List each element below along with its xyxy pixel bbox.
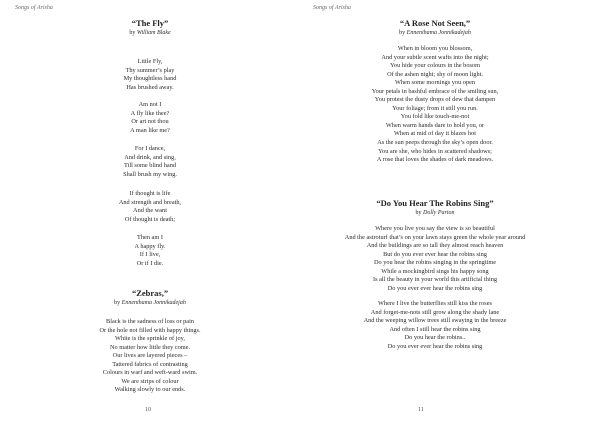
poem-line: Your foliage; from it still you run. <box>392 104 478 112</box>
poem-line: You hide your colours in the bosom <box>390 62 480 70</box>
stanza <box>40 101 260 135</box>
poem-the-fly <box>40 18 260 38</box>
poem-do-you-hear-the-robins-sing <box>310 198 560 218</box>
page-number: 10 <box>145 407 151 413</box>
poem-line: As the sun peeps through the sky’s open door. <box>377 139 493 147</box>
poem-line: Is all the beauty in your world this artificial thing <box>373 276 497 284</box>
poem-line: We are strips of colour <box>121 377 179 385</box>
poem-line: Walking slowly to our ends. <box>114 386 186 394</box>
poem-line: My thoughtless hand <box>123 75 177 83</box>
stanza <box>40 318 260 395</box>
poem-line: Where you live you say the view is so beautiful <box>375 225 495 232</box>
stanza <box>40 145 260 179</box>
poem-title: “Zebras,” <box>131 288 169 298</box>
poem-line: No matter how little they come. <box>109 343 191 351</box>
poem-byline: by William Blake <box>129 30 171 36</box>
poem-line: A fly like thee? <box>130 109 170 117</box>
poem-line: If thought is life <box>129 190 171 197</box>
poem-line: You fold like touch-me-not <box>400 113 470 121</box>
poem-line: While a mockingbird sings his happy song <box>381 267 489 275</box>
poem-line: Your petals in bashful embrace of the smiling sun, <box>371 87 499 95</box>
poem-line: Do you ever ever hear the robins sing <box>387 284 483 292</box>
poem-line: And your subtle scent wafts into the night; <box>381 53 489 61</box>
poem-line: Then am I <box>137 234 163 241</box>
poem-line: And forget-me-nots still grow along the shady lane <box>370 308 500 316</box>
poem-line: And strength and breath, <box>118 198 182 206</box>
poem-title: “Do You Hear The Robins Sing” <box>376 198 494 208</box>
poem-line: Or art not thou <box>131 118 169 126</box>
poem-author: Ennenihama Jonnikadejah <box>121 300 186 306</box>
poem-line: When in bloom you blossom, <box>397 45 473 52</box>
poem-line: Shall brush my wing. <box>123 170 177 178</box>
poem-line: And the want <box>133 207 167 215</box>
poem-line: You protest the dusty drops of dew that dampen <box>374 96 496 104</box>
poem-line: And the astroturf that’s on your lawn stays green the whole year around <box>344 233 526 241</box>
poem-line: You are she, who hides in scattered shadows; <box>378 147 492 155</box>
running-header: Songs of Arisha <box>15 5 53 11</box>
poem-a-rose-not-seen <box>310 18 560 38</box>
poem-line: And the weeping willow trees still swaying in the breeze <box>363 317 507 325</box>
poem-line: Am not I <box>138 101 162 108</box>
page-number: 11 <box>418 407 424 413</box>
running-header: Songs of Arisha <box>313 5 351 11</box>
poem-line: If I live, <box>139 251 161 259</box>
poem-author: William Blake <box>136 30 171 36</box>
poem-title: “A Rose Not Seen,” <box>399 18 471 28</box>
poem-line: Do you hear the robins singing in the springtime <box>373 259 497 267</box>
poem-line: For I dance, <box>134 145 166 152</box>
poem-line: Do you ever ever hear the robins sing <box>387 342 483 350</box>
poem-line: Thy summer’s play <box>125 66 175 74</box>
poem-line: Our lives are layered pieces – <box>112 352 188 360</box>
poem-byline: by Ennenihama Jonnikadejah <box>399 30 471 36</box>
right-page <box>300 0 600 424</box>
poem-line: Tattered fabrics of contrasting <box>112 360 188 368</box>
poem-line: Where I live the butterflies still kiss the roses <box>377 300 492 307</box>
poem-line: And often I still hear the robins sing <box>389 325 481 333</box>
poem-author: Ennenihama Jonnikadejah <box>406 30 471 36</box>
poem-line: Colours in warf and weft-ward swim. <box>102 369 198 377</box>
poem-line: White is the sprinkle of joy, <box>115 335 185 343</box>
stanza <box>310 225 560 293</box>
poem-line: Or if I die. <box>136 259 164 267</box>
poem-line: And drink, and sing, <box>124 153 176 161</box>
poem-line: Little Fly, <box>137 58 163 65</box>
poem-author: Dolly Parton <box>423 210 455 216</box>
poem-byline: by Dolly Parton <box>415 210 455 216</box>
poem-zebras <box>40 288 260 308</box>
poem-line: A rose that loves the shades of dark meadows. <box>376 156 494 164</box>
poem-line: A man like me? <box>130 126 170 134</box>
poem-line: Do you hear the robins.. <box>404 334 466 342</box>
poem-title: “The Fly” <box>131 18 169 28</box>
poem-line: And the buildings are so tall they almost reach heaven <box>366 242 504 250</box>
poem-line: Of thought is death; <box>124 215 176 223</box>
stanza <box>40 234 260 268</box>
stanza <box>310 45 560 165</box>
poem-line: But do you ever ever hear the robins sing <box>383 250 487 258</box>
poem-line: Black is the sadness of loss or pain <box>106 318 194 325</box>
poem-line: When at mid of day it blazes hot <box>393 130 476 138</box>
poem-line: When warm hands dare to hold you, or <box>385 121 485 129</box>
poem-line: A happy fly. <box>134 242 166 250</box>
poem-line: Of the ashen night; shy of moon light. <box>387 70 483 78</box>
poem-line: Has brushed away. <box>126 83 174 91</box>
poem-line: When some mornings you open <box>394 79 476 87</box>
stanza <box>40 190 260 224</box>
stanza <box>40 58 260 92</box>
poem-byline: by Ennenihama Jonnikadejah <box>114 300 186 306</box>
stanza <box>310 300 560 351</box>
poem-line: Till some blind hand <box>123 162 177 170</box>
poem-line: Or the hole not filled with happy things. <box>99 326 201 334</box>
